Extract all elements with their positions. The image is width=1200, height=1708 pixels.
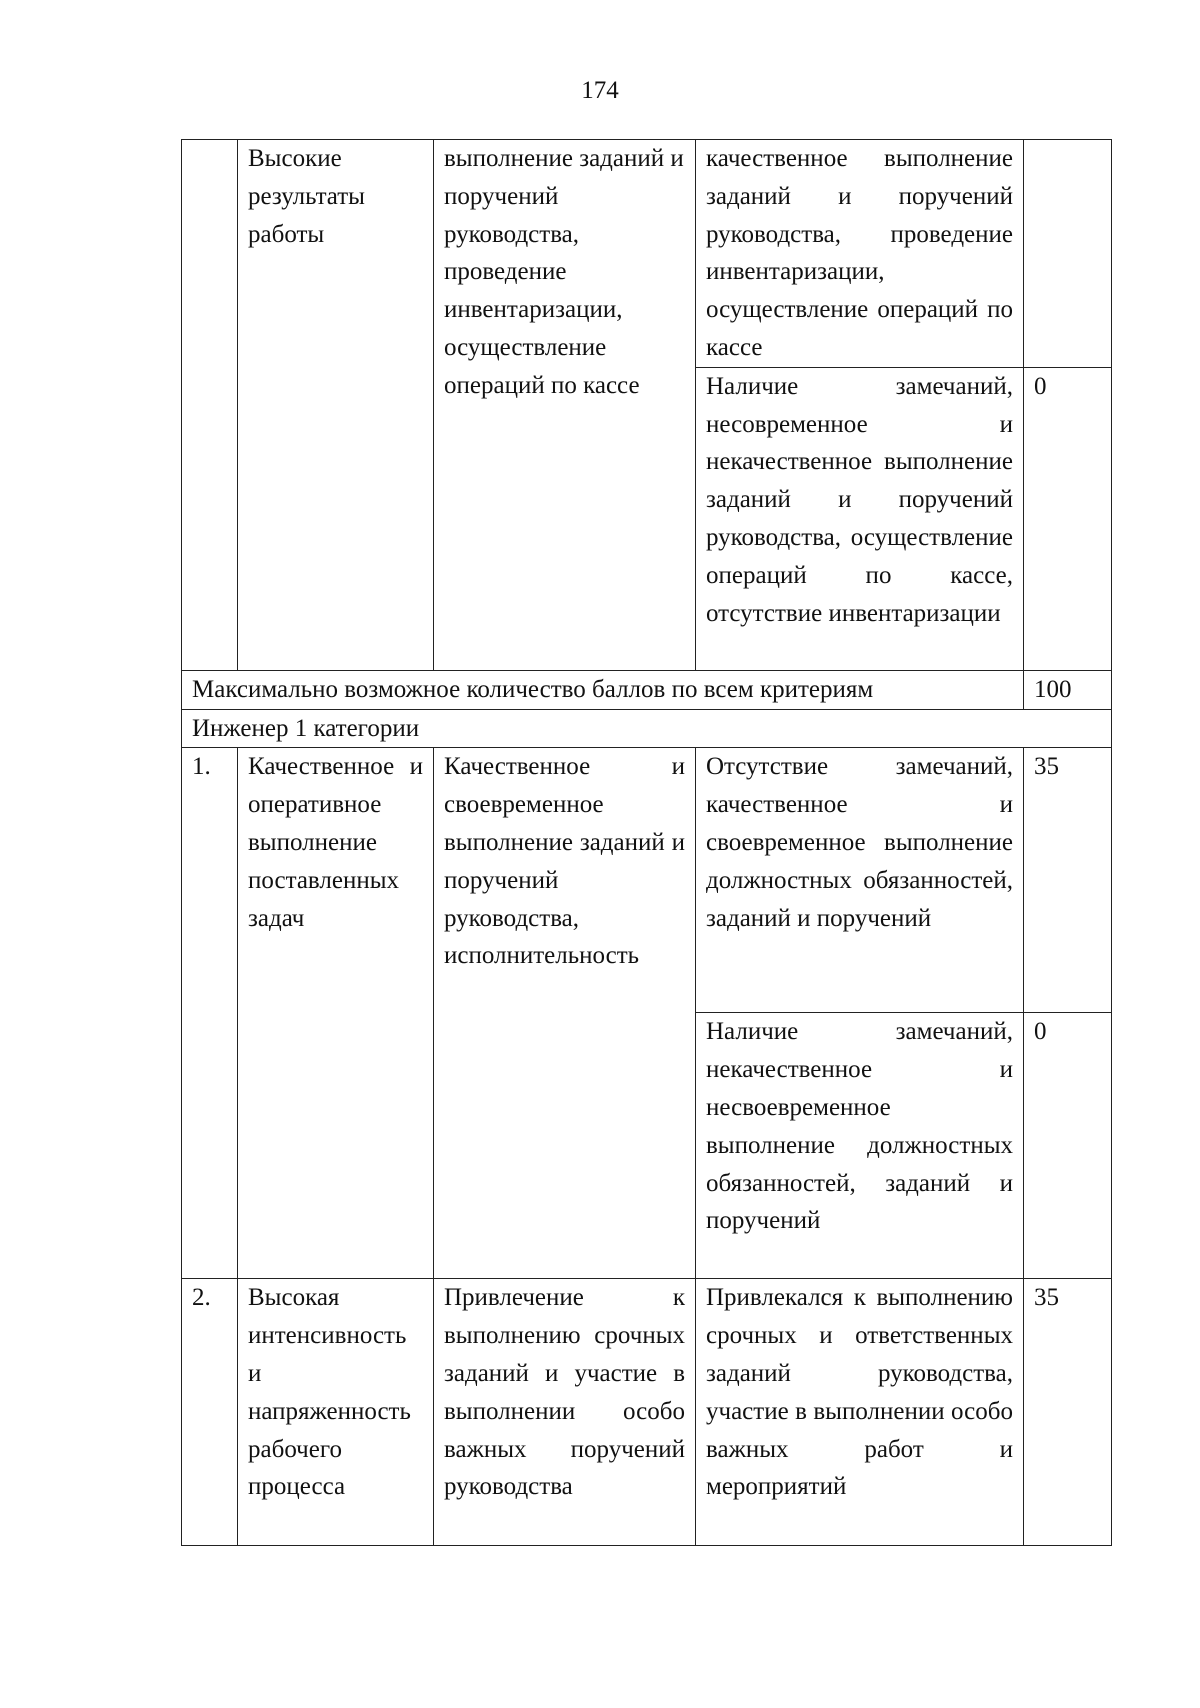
condition-cell — [696, 140, 1024, 368]
criterion-cell — [238, 748, 434, 1279]
points-cell — [1024, 367, 1112, 670]
condition-text: Привлекался к выполнению срочных и ответственных заданий руководства, участие в выполнении особо важных работ и мероприятий — [706, 1284, 1013, 1501]
criterion-cell — [238, 140, 434, 671]
condition-text: Наличие замечаний, некачественное и несвоевременное выполнение должностных обязанностей, заданий и поручений — [706, 1018, 1013, 1235]
table-row — [182, 140, 1112, 368]
table-row — [182, 1279, 1112, 1546]
points-value: 0 — [1034, 1018, 1047, 1046]
criterion-cell — [238, 1279, 434, 1546]
max-total-row — [182, 670, 1112, 709]
criteria-table — [181, 139, 1112, 1546]
section-title: Инженер 1 категории — [192, 714, 420, 742]
page-number: 174 — [581, 77, 619, 104]
item-number: 2. — [192, 1284, 211, 1312]
condition-cell — [696, 1013, 1024, 1279]
condition-text: Наличие замечаний, несовременное и некачественное выполнение заданий и поручений руководства, осуществление операций по кассе, отсутствие инвентаризации — [706, 372, 1013, 627]
number-cell — [182, 748, 238, 1279]
points-value: 35 — [1034, 753, 1059, 781]
max-total-label: Максимально возможное количество баллов по всем критериям — [192, 675, 874, 703]
max-total-value-cell — [1024, 670, 1112, 709]
points-value: 35 — [1034, 1284, 1059, 1312]
criterion-text: Высокие результаты работы — [248, 145, 365, 248]
indicator-text: Привлечение к выполнению срочных заданий и участие в выполнении особо важных поручений руководства — [444, 1284, 685, 1501]
condition-cell — [696, 748, 1024, 1013]
indicator-cell — [434, 748, 696, 1279]
section-title-cell — [182, 709, 1112, 748]
item-number: 1. — [192, 753, 211, 781]
points-cell — [1024, 1279, 1112, 1546]
indicator-cell — [434, 1279, 696, 1546]
number-cell — [182, 1279, 238, 1546]
number-cell — [182, 140, 238, 671]
table-row — [182, 748, 1112, 1013]
condition-cell — [696, 367, 1024, 670]
condition-text: качественное выполнение заданий и поручений руководства, проведение инвентаризации, осуществление операций по кассе — [706, 145, 1013, 361]
indicator-cell — [434, 140, 696, 671]
max-total-label-cell — [182, 670, 1024, 709]
indicator-text: выполнение заданий и поручений руководства, проведение инвентаризации, осуществление операций по кассе — [444, 145, 684, 399]
points-value: 0 — [1034, 372, 1047, 400]
indicator-text: Качественное и своевременное выполнение заданий и поручений руководства, исполнительность — [444, 753, 685, 970]
points-cell — [1024, 1013, 1112, 1279]
criterion-text: Высокая интенсивность и напряженность рабочего процесса — [248, 1284, 411, 1501]
section-title-row — [182, 709, 1112, 748]
points-cell — [1024, 748, 1112, 1013]
max-total-value: 100 — [1034, 675, 1072, 703]
points-cell — [1024, 140, 1112, 368]
condition-text: Отсутствие замечаний, качественное и своевременное выполнение должностных обязанностей, заданий и поручений — [706, 753, 1013, 932]
criterion-text: Качественное и оперативное выполнение поставленных задач — [248, 753, 423, 932]
condition-cell — [696, 1279, 1024, 1546]
